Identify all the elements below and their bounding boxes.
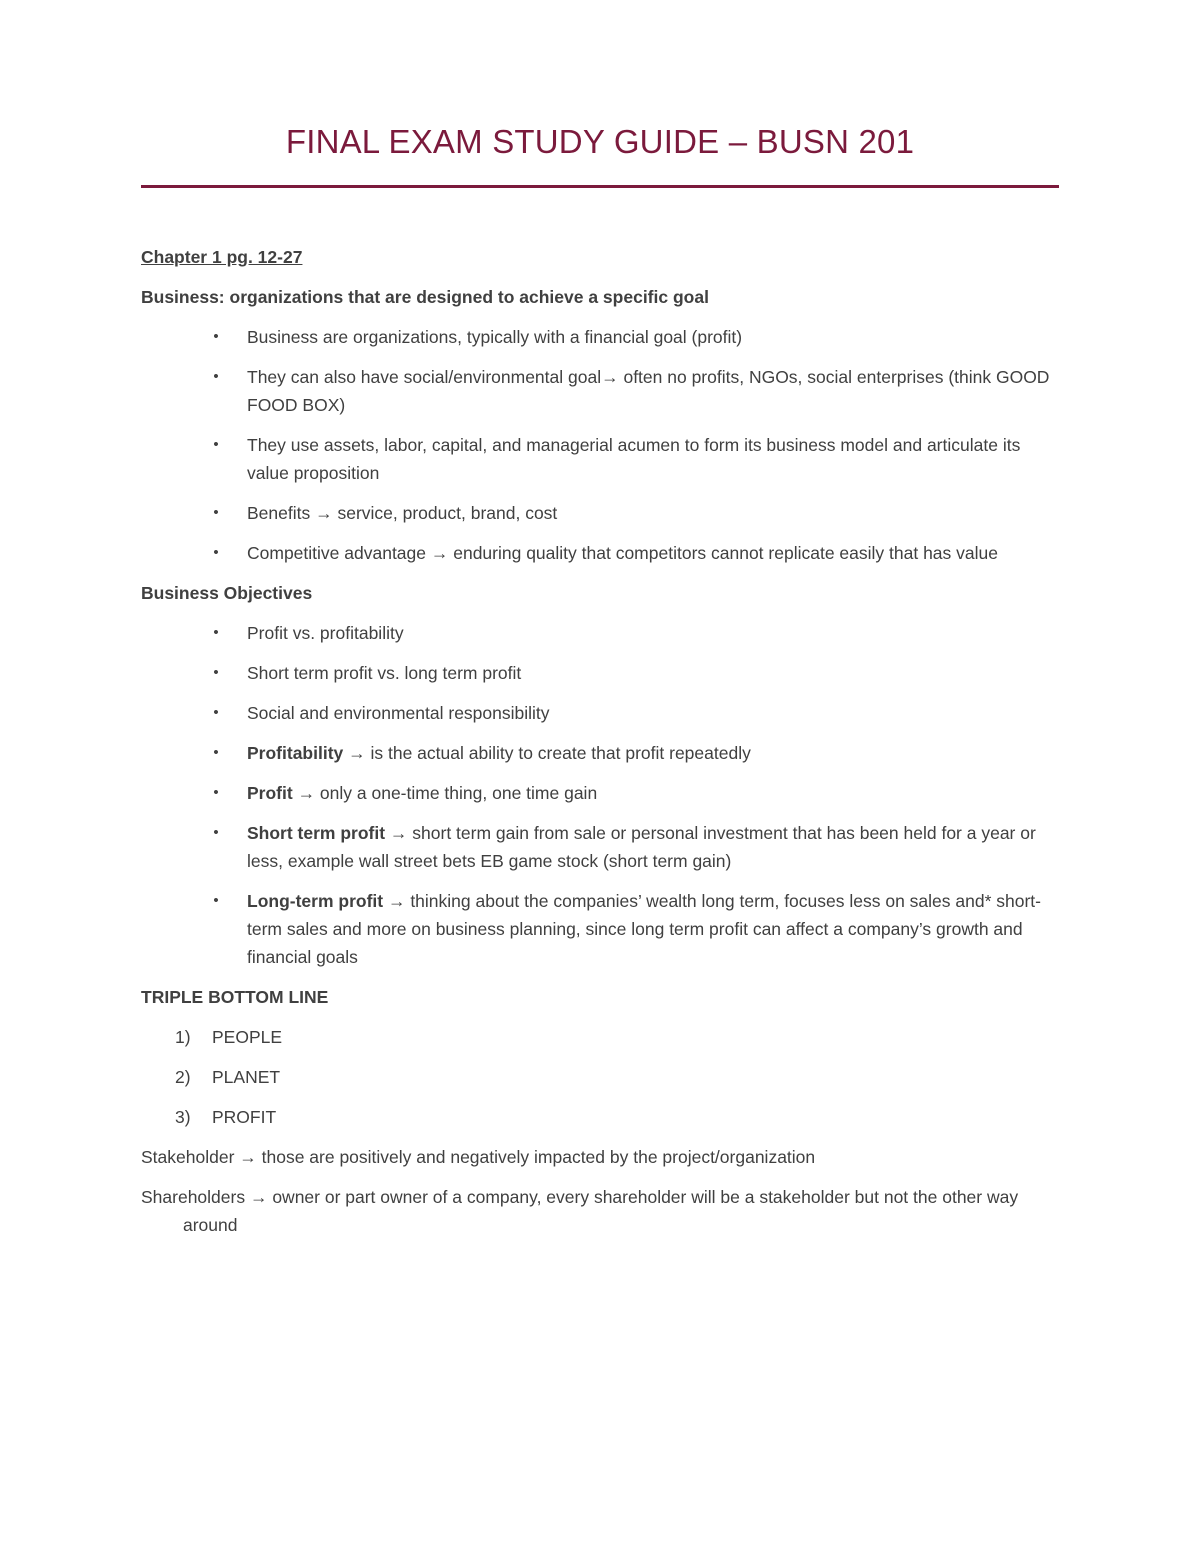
bullet-icon: • <box>213 328 219 345</box>
bullet-icon: • <box>213 784 219 801</box>
list-item: 3) PROFIT <box>141 1103 1059 1131</box>
term: Long-term profit <box>247 891 384 911</box>
list-item: • Business are organizations, typically with a financial goal (profit) <box>141 323 1059 351</box>
list-item: • Short term profit vs. long term profit <box>141 659 1059 687</box>
bullet-icon: • <box>213 704 219 721</box>
document-body <box>141 243 1059 1251</box>
chapter-heading: Chapter 1 pg. 12-27 <box>141 247 303 267</box>
bullet-icon: • <box>213 824 219 841</box>
list-number: 1) <box>175 1027 191 1047</box>
bullet-icon: • <box>213 624 219 641</box>
triple-bottom-line-list <box>141 1023 1059 1131</box>
list-item: • They can also have social/environmental goal→ often no profits, NGOs, social enterprises (think GOOD FOOD BOX) <box>141 363 1059 419</box>
list-item: 1) PEOPLE <box>141 1023 1059 1051</box>
bullet-icon: • <box>213 744 219 761</box>
list-item: • Profit vs. profitability <box>141 619 1059 647</box>
triple-bottom-line-heading: TRIPLE BOTTOM LINE <box>141 987 329 1007</box>
term: Profitability <box>247 743 344 763</box>
term: Short term profit <box>247 823 386 843</box>
list-item: • Long-term profit → thinking about the companies’ wealth long term, focuses less on sales and* short-term sales and more on business planning, since long term profit can affect a company’s growth and financial goals <box>141 887 1059 971</box>
business-list <box>141 323 1059 567</box>
bullet-icon: • <box>213 368 219 385</box>
list-item: • Competitive advantage → enduring quality that competitors cannot replicate easily that has value <box>141 539 1059 567</box>
bullet-icon: • <box>213 664 219 681</box>
shareholders-definition: Shareholders → owner or part owner of a company, every shareholder will be a stakeholder but not the other way around <box>141 1187 1019 1235</box>
bullet-icon: • <box>213 436 219 453</box>
list-item: • Short term profit → short term gain from sale or personal investment that has been held for a year or less, example wall street bets EB game stock (short term gain) <box>141 819 1059 875</box>
list-item: • Benefits → service, product, brand, cost <box>141 499 1059 527</box>
title-divider <box>141 185 1059 188</box>
bullet-icon: • <box>213 544 219 561</box>
list-item: • They use assets, labor, capital, and managerial acumen to form its business model and articulate its value proposition <box>141 431 1059 487</box>
page-title: FINAL EXAM STUDY GUIDE – BUSN 201 <box>285 123 915 160</box>
list-item: • Profitability → is the actual ability to create that profit repeatedly <box>141 739 1059 767</box>
objectives-heading: Business Objectives <box>141 583 313 603</box>
objectives-list <box>141 619 1059 971</box>
bullet-icon: • <box>213 892 219 909</box>
list-number: 3) <box>175 1107 191 1127</box>
list-item: • Social and environmental responsibility <box>141 699 1059 727</box>
business-definition: Business: organizations that are designed to achieve a specific goal <box>141 287 709 307</box>
term: Profit <box>247 783 293 803</box>
list-item: 2) PLANET <box>141 1063 1059 1091</box>
list-item: • Profit → only a one-time thing, one time gain <box>141 779 1059 807</box>
bullet-icon: • <box>213 504 219 521</box>
stakeholder-definition: Stakeholder → those are positively and negatively impacted by the project/organization <box>141 1147 816 1167</box>
list-number: 2) <box>175 1067 191 1087</box>
